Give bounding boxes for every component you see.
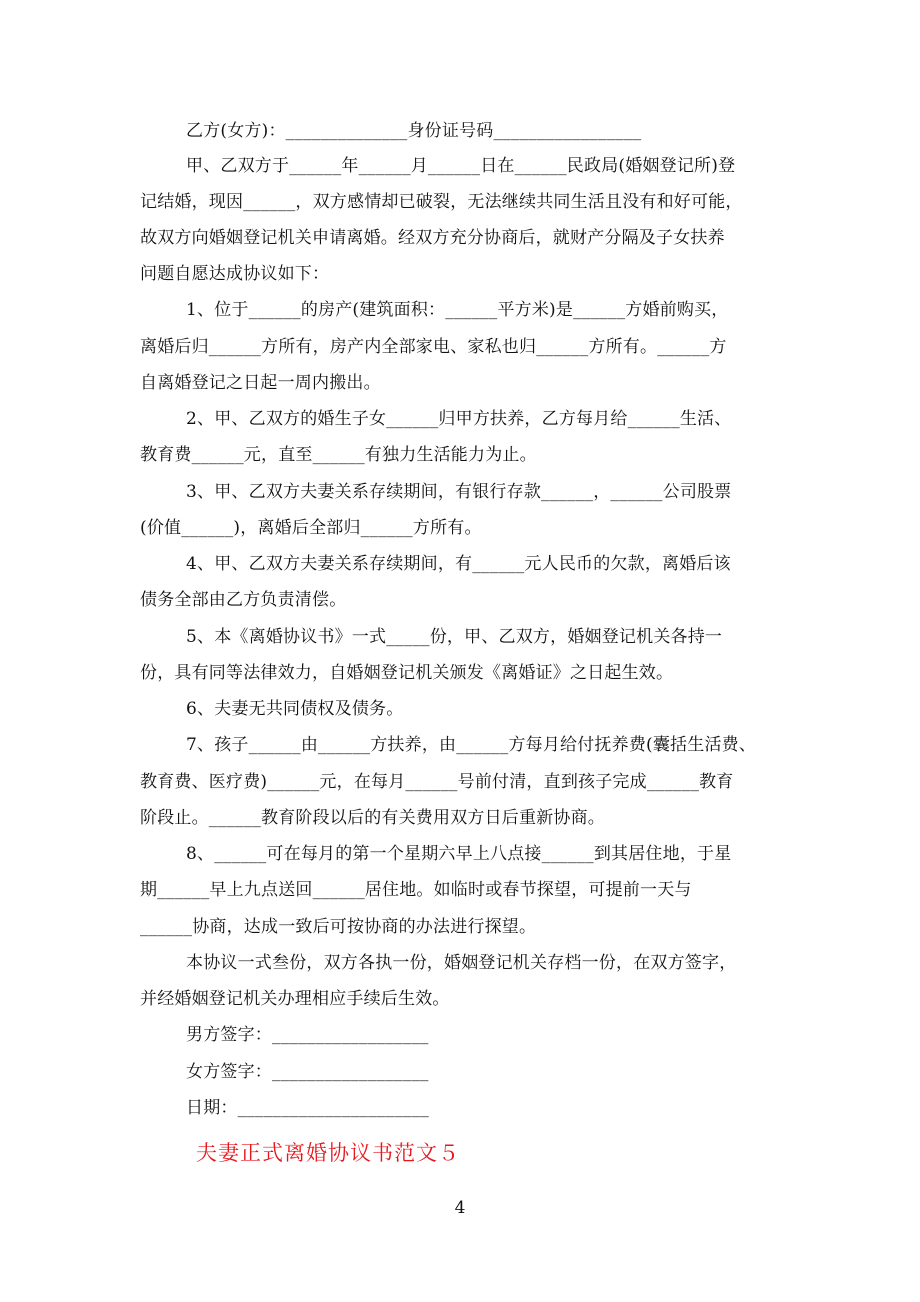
closing-line: 并经婚姻登记机关办理相应手续后生效。 [140,989,450,1009]
clause-5-line: 份，具有同等法律效力，自婚姻登记机关颁发《离婚证》之日起生效。 [140,663,674,683]
clause-4-line: 债务全部由乙方负责清偿。 [140,590,347,610]
party-b-line: 乙方(女方)：______________身份证号码_________________ [186,121,642,141]
husband-signature-line: 男方签字：__________________ [186,1025,429,1045]
clause-5-line: 5、本《离婚协议书》一式_____份，甲、乙双方，婚姻登记机关各持一 [186,627,723,647]
closing-line: 本协议一式叁份，双方各执一份，婚姻登记机关存档一份，在双方签字， [186,953,737,973]
paragraph-line: 甲、乙双方于______年______月______日在______民政局(婚姻登记所)登 [186,156,736,176]
clause-7-line: 阶段止。______教育阶段以后的有关费用双方日后重新协商。 [140,808,605,828]
clause-7-line: 教育费、医疗费)______元，在每月______号前付清，直到孩子完成______教育 [140,772,734,792]
clause-1-line: 自离婚登记之日起一周内搬出。 [140,373,381,393]
section-title: 夫妻正式离婚协议书范文５ [196,1141,460,1165]
paragraph-line: 记结婚，现因______，双方感情却已破裂，无法继续共同生活且没有和好可能， [140,192,743,212]
clause-8-line: 8、______可在每月的第一个星期六早上八点接______到其居住地，于星 [186,844,732,864]
clause-8-line: 期______早上九点送回______居住地。如临时或春节探望，可提前一天与 [140,880,692,900]
clause-1-line: 1、位于______的房产(建筑面积：______平方米)是______方婚前购买， [186,300,729,320]
clause-2-line: 2、甲、乙双方的婚生子女______归甲方扶养，乙方每月给______生活、 [186,409,732,429]
date-line: 日期：______________________ [186,1098,429,1118]
clause-2-line: 教育费______元，直至______有独力生活能力为止。 [140,445,537,465]
paragraph-line: 问题自愿达成协议如下： [140,264,330,284]
clause-3-line: (价值______)，离婚后全部归______方所有。 [140,518,482,538]
page-number: 4 [454,1198,466,1218]
paragraph-line: 故双方向婚姻登记机关申请离婚。经双方充分协商后，就财产分隔及子女扶养 [140,228,725,248]
clause-8-line: ______协商，达成一致后可按协商的办法进行探望。 [140,917,537,937]
wife-signature-line: 女方签字：__________________ [186,1062,429,1082]
clause-1-line: 离婚后归______方所有，房产内全部家电、家私也归______方所有。______方 [140,337,727,357]
clause-3-line: 3、甲、乙双方夫妻关系存续期间，有银行存款______，______公司股票 [186,482,732,502]
clause-4-line: 4、甲、乙双方夫妻关系存续期间，有______元人民币的欠款，离婚后该 [186,554,731,574]
clause-7-line: 7、孩子______由______方扶养，由______方每月给付抚养费(囊括生活费、 [186,735,757,755]
clause-6-line: 6、夫妻无共同债权及债务。 [186,699,404,719]
